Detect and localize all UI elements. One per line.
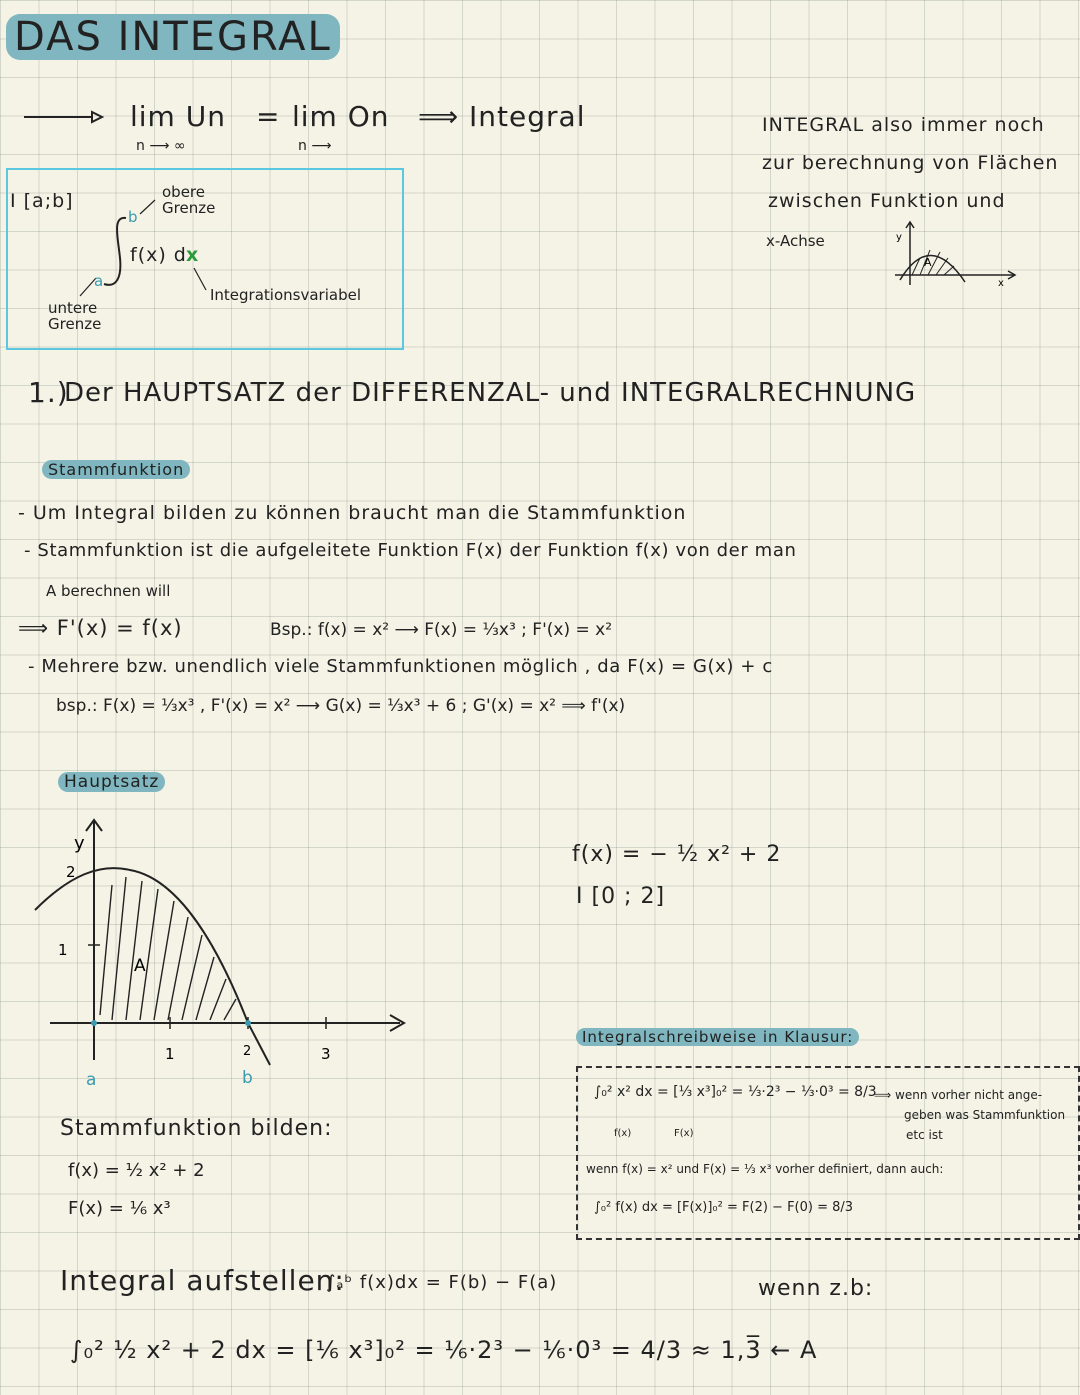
area-sketch — [890, 220, 1020, 290]
limit-lower-sum: lim Un — [130, 100, 226, 133]
arrow-right-icon — [24, 112, 104, 122]
graph-a-label: a — [86, 1070, 97, 1090]
box-lower-label: untere Grenze — [48, 299, 102, 333]
sketch-x-label: x — [998, 278, 1004, 289]
klausur-note-2: geben was Stammfunktion — [904, 1108, 1066, 1122]
klausur-heading: Integralschreibweise in Klausur: — [576, 1028, 859, 1046]
stammbilden-F: F(x) = ⅙ x³ — [68, 1198, 171, 1219]
box-var-label: Integrationsvariabel — [210, 286, 361, 304]
box-integration-var: x — [186, 244, 200, 266]
haupt-interval: I [0 ; 2] — [576, 884, 666, 909]
limit-lower-sub: n ⟶ ∞ — [136, 138, 186, 154]
limit-eq: = — [256, 100, 281, 133]
note-line-1: INTEGRAL also immer noch — [762, 114, 1045, 136]
graph-tick-x2: 2 — [243, 1044, 252, 1059]
sketch-y-label: y — [896, 232, 902, 243]
aufstellen-formula: ∫ₐᵇ f(x)dx = F(b) − F(a) — [326, 1272, 558, 1293]
page-title: DAS INTEGRAL — [6, 14, 340, 60]
klausur-note-1: ⟹ wenn vorher nicht ange- — [874, 1088, 1043, 1102]
graph-tick-x1: 1 — [165, 1045, 175, 1063]
note-line-4: x-Achse — [766, 232, 825, 250]
hauptsatz-graph — [30, 815, 430, 1090]
stamm-line-4: - Mehrere bzw. unendlich viele Stammfunktionen möglich , da F(x) = G(x) + c — [28, 656, 773, 677]
haupt-function: f(x) = − ½ x² + 2 — [572, 842, 782, 867]
klausur-ex2: ∫₀² f(x) dx = [F(x)]₀² = F(2) − F(0) = 8/3 — [594, 1200, 854, 1215]
box-upper-label: obere Grenze — [162, 183, 216, 217]
graph-tick-y1: 1 — [58, 941, 68, 959]
klausur-ex1-f: f(x) — [614, 1128, 632, 1139]
box-lower-a: a — [94, 272, 104, 290]
klausur-note-3: etc ist — [906, 1128, 943, 1142]
klausur-line-2: wenn f(x) = x² und F(x) = ⅓ x³ vorher definiert, dann auch: — [586, 1162, 944, 1176]
stamm-heading: Stammfunktion — [42, 460, 190, 479]
section-number: 1.) — [28, 376, 69, 409]
stamm-line-5: bsp.: F(x) = ⅓x³ , F'(x) = x² ⟶ G(x) = ⅓x³ + 6 ; G'(x) = x² ⟹ f'(x) — [56, 696, 626, 716]
limit-result: ⟹ Integral — [418, 100, 586, 133]
limit-upper-sub: n ⟶ — [298, 138, 332, 154]
stamm-line-3: A berechnen will — [46, 582, 171, 600]
graph-tick-y2: 2 — [66, 863, 76, 881]
box-upper-b: b — [128, 208, 138, 226]
box-fx: f(x) d — [130, 244, 187, 266]
aufstellen-wenn: wenn z.b: — [758, 1276, 874, 1301]
graph-tick-x3: 3 — [321, 1045, 331, 1063]
stammbilden-heading: Stammfunktion bilden: — [60, 1116, 333, 1141]
aufstellen-heading: Integral aufstellen: — [60, 1264, 345, 1297]
stammbilden-f: f(x) = ½ x² + 2 — [68, 1160, 205, 1181]
haupt-heading: Hauptsatz — [58, 772, 165, 792]
note-line-2: zur berechnung von Flächen — [762, 152, 1059, 174]
limit-upper-sum: lim On — [292, 100, 390, 133]
klausur-ex1: ∫₀² x² dx = [⅓ x³]₀² = ⅓·2³ − ⅓·0³ = 8/3 — [594, 1084, 877, 1100]
stamm-line-1: - Um Integral bilden zu können braucht man die Stammfunktion — [18, 502, 687, 524]
graph-y-label: y — [74, 833, 85, 854]
graph-area-label: A — [134, 956, 146, 976]
stamm-bsp: Bsp.: f(x) = x² ⟶ F(x) = ⅓x³ ; F'(x) = x² — [270, 620, 613, 640]
section-title: Der HAUPTSATZ der DIFFERENZAL- und INTEGRALRECHNUNG — [64, 378, 917, 408]
stamm-implies: ⟹ F'(x) = f(x) — [18, 616, 183, 640]
aufstellen-calc: ∫₀² ½ x² + 2 dx = [⅙ x³]₀² = ⅙·2³ − ⅙·0³ = 4/3 ≈ 1,3̅ ← A — [70, 1336, 818, 1364]
klausur-ex1-F: F(x) — [674, 1128, 694, 1139]
sketch-a-label: A — [924, 256, 932, 269]
note-line-3: zwischen Funktion und — [768, 190, 1006, 212]
stamm-line-2: - Stammfunktion ist die aufgeleitete Funktion F(x) der Funktion f(x) von der man — [24, 540, 797, 561]
box-interval: I [a;b] — [10, 190, 74, 212]
graph-b-label: b — [242, 1068, 253, 1088]
